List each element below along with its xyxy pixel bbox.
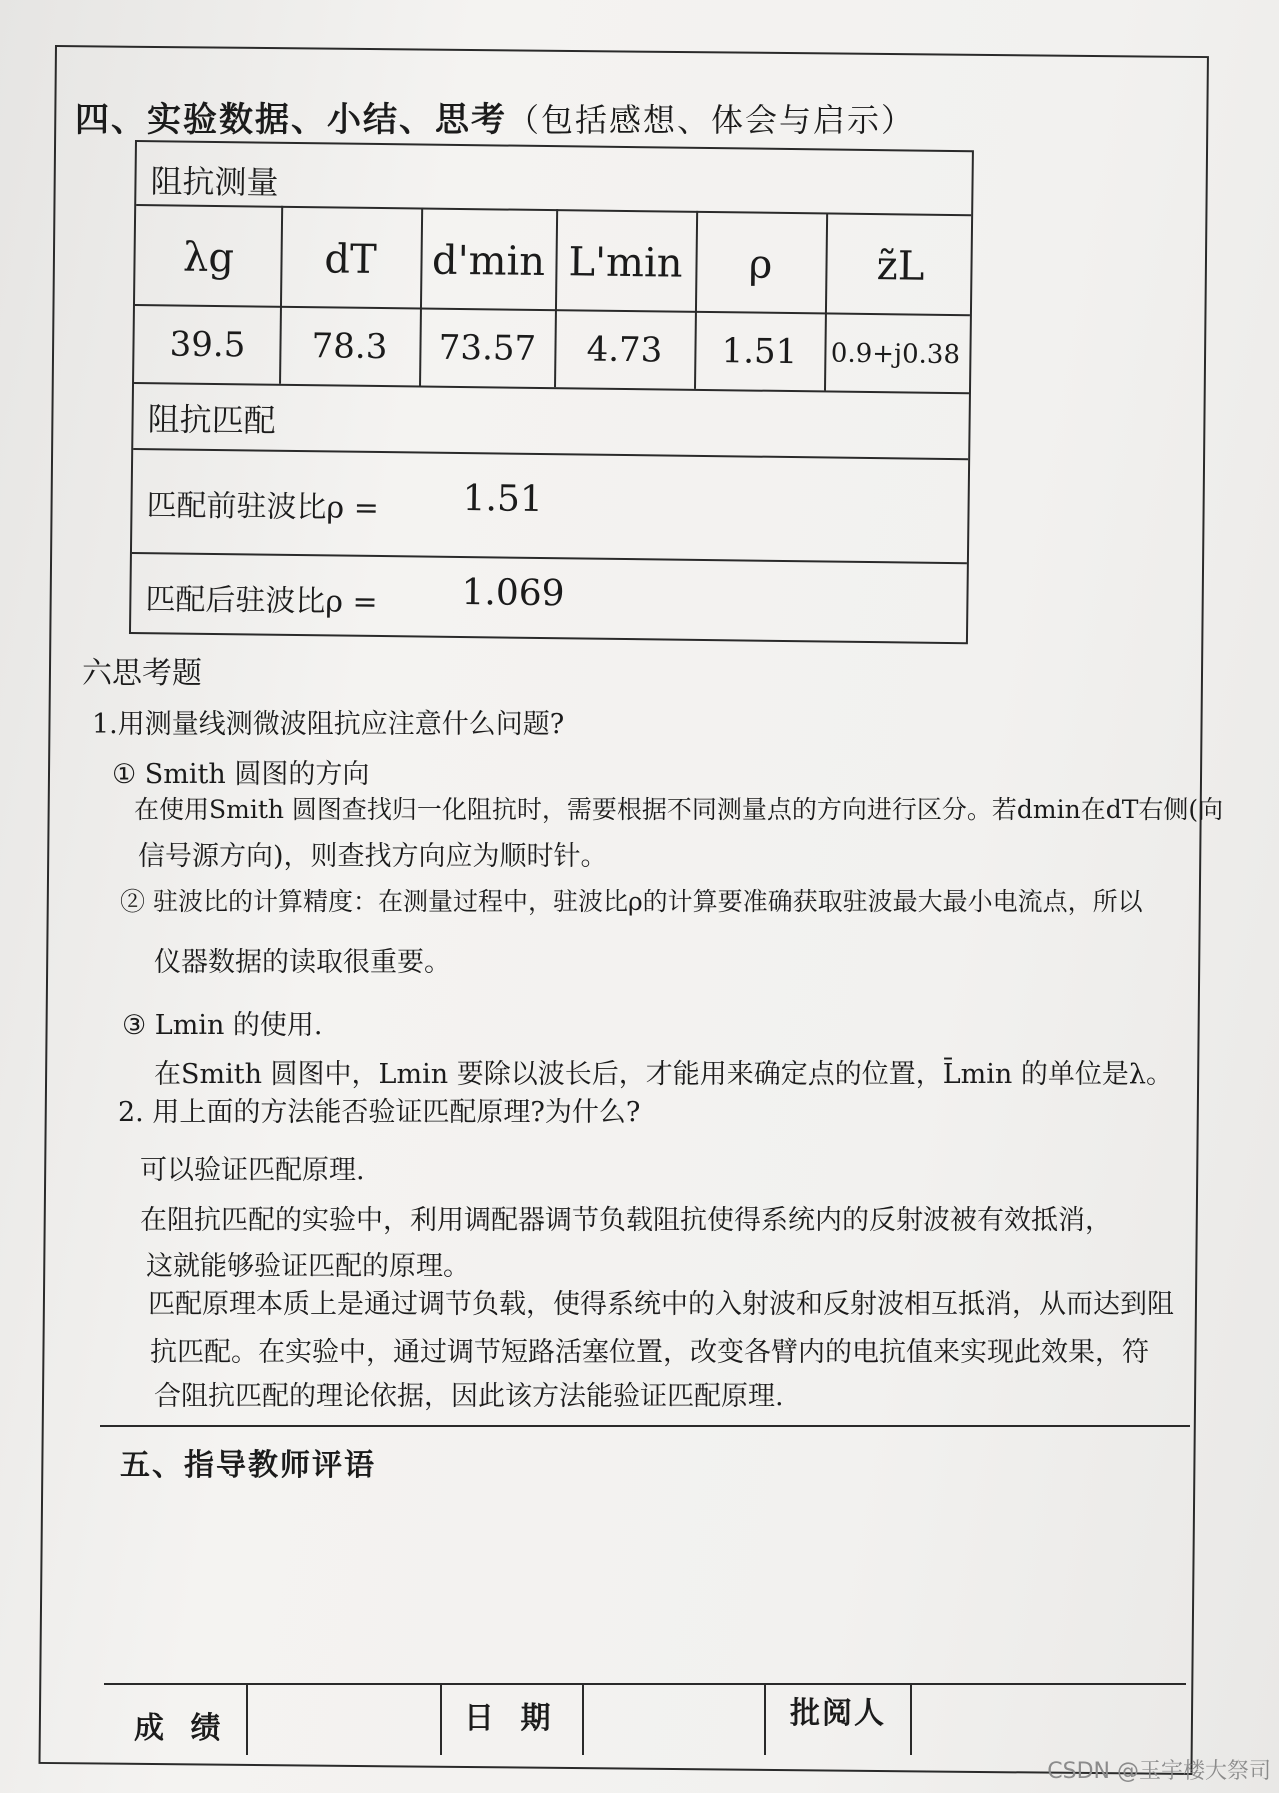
header-dt: dT: [324, 236, 377, 283]
review-title: 五、指导教师评语: [120, 1448, 376, 1483]
header-rho: ρ: [748, 241, 773, 288]
impedance-caption: 阻抗测量: [150, 162, 279, 202]
grade-label: 成 绩: [134, 1711, 229, 1746]
section-subtitle: （包括感想、体会与启示）: [507, 101, 916, 139]
impedance-table: [129, 140, 974, 644]
q2-answer-1: 可以验证匹配原理.: [140, 1155, 365, 1186]
q1-point-3-title: ③ Lmin 的使用.: [122, 1010, 323, 1041]
before-match-value: 1.51: [462, 478, 544, 521]
q1-point-2-line-2: 仪器数据的读取很重要。: [154, 947, 451, 978]
q1-point-1-title: ① Smith 圆图的方向: [112, 759, 370, 790]
watermark: CSDN @玉宇楼大祭司: [1047, 1759, 1271, 1784]
q2-answer-3-line-1: 匹配原理本质上是通过调节负载，使得系统中的入射波和反射波相互抵消，从而达到阻: [148, 1289, 1174, 1320]
q1-point-2-line-1: ② 驻波比的计算精度：在测量过程中，驻波比ρ的计算要准确获取驻波最大最小电流点，所以: [120, 887, 1143, 916]
value-lambda-g: 39.5: [169, 324, 246, 366]
section-title-text: 四、实验数据、小结、思考: [75, 100, 507, 140]
matching-caption: 阻抗匹配: [147, 400, 276, 440]
value-dmin: 73.57: [438, 327, 537, 369]
q1-point-1-line-1: 在使用Smith 圆图查找归一化阻抗时，需要根据不同测量点的方向进行区分。若dmin在dT右侧(向: [134, 795, 1224, 824]
header-lambda-g: λg: [182, 234, 235, 282]
q1-point-1-line-2: 信号源方向)，则查找方向应为顺时针。: [138, 841, 608, 872]
divider-review: [100, 1425, 1190, 1427]
after-match-value: 1.069: [461, 572, 565, 615]
divider-footer-top: [104, 1683, 1186, 1685]
q2-answer-3-line-3: 合阻抗匹配的理论依据，因此该方法能验证匹配原理.: [154, 1381, 784, 1412]
value-dt: 78.3: [311, 326, 388, 368]
before-match-label: 匹配前驻波比ρ =: [146, 488, 380, 527]
questions-heading: 六思考题: [82, 656, 202, 691]
after-match-label: 匹配后驻波比ρ =: [145, 582, 378, 620]
header-lmin: L'min: [568, 239, 683, 287]
header-dmin: d'min: [431, 237, 546, 286]
value-lmin: 4.73: [586, 329, 663, 371]
question-2: 2. 用上面的方法能否验证匹配原理?为什么?: [118, 1097, 641, 1128]
reviewer-label: 批阅人: [790, 1696, 886, 1731]
q2-answer-2-line-2: 这就能够验证匹配的原理。: [146, 1251, 470, 1282]
question-1: 1.用测量线测微波阻抗应注意什么问题?: [92, 709, 565, 740]
value-zl: 0.9+j0.38: [830, 338, 961, 371]
q2-answer-2-line-1: 在阻抗匹配的实验中，利用调配器调节负载阻抗使得系统内的反射波被有效抵消，: [140, 1205, 1112, 1236]
date-label: 日 期: [464, 1701, 559, 1736]
header-zl: z̃L: [876, 243, 925, 290]
value-rho: 1.51: [721, 331, 798, 373]
q2-answer-3-line-2: 抗匹配。在实验中，通过调节短路活塞位置，改变各臂内的电抗值来实现此效果，符: [150, 1337, 1149, 1368]
q1-point-3-line-1: 在Smith 圆图中，Lmin 要除以波长后，才能用来确定点的位置，L̄min 的单位是λ。: [154, 1059, 1173, 1090]
section-title: [75, 92, 915, 141]
